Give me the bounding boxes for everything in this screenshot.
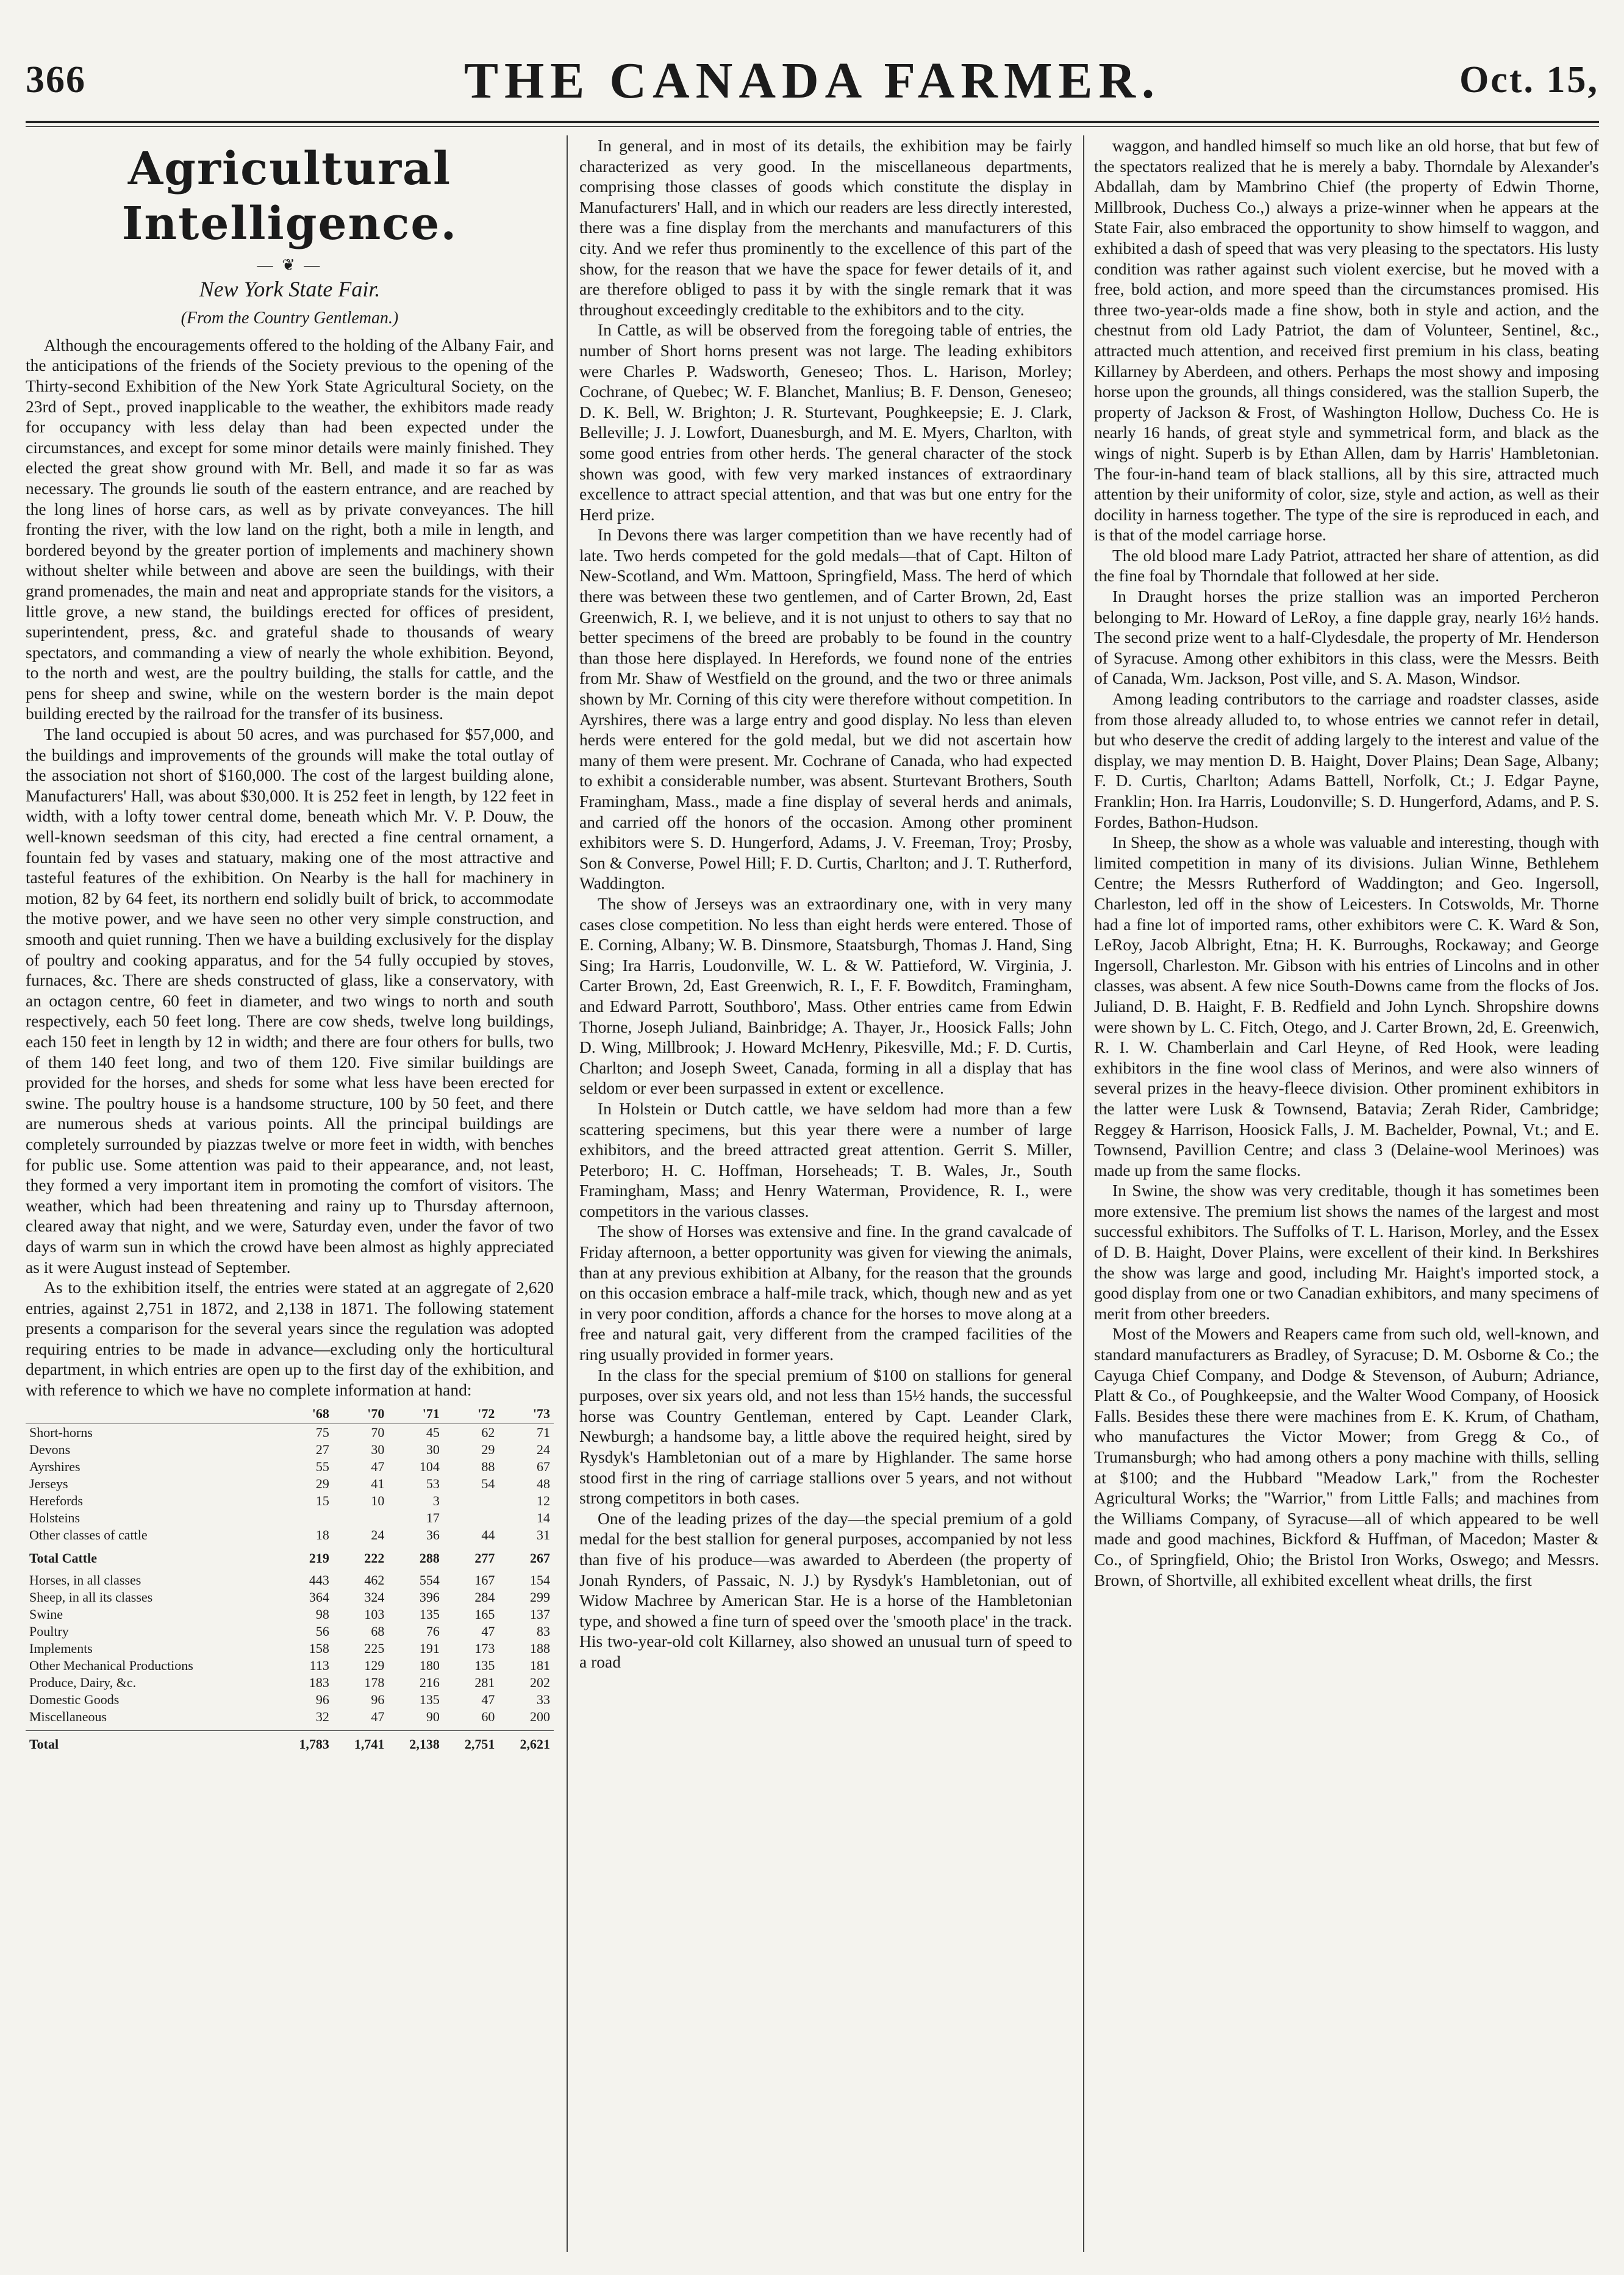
table-header-cell: '68 bbox=[277, 1404, 333, 1424]
table-cell: 70 bbox=[371, 1424, 385, 1440]
row-label: Poultry bbox=[29, 1623, 69, 1639]
table-row bbox=[26, 1623, 554, 1640]
table-cell: 188 bbox=[530, 1640, 550, 1656]
table-cell: 396 bbox=[419, 1589, 440, 1605]
table-row bbox=[26, 1424, 554, 1441]
entries-table bbox=[26, 1404, 554, 1753]
table-cell: 14 bbox=[537, 1510, 550, 1525]
row-label: Other classes of cattle bbox=[29, 1527, 148, 1542]
table-cell: 178 bbox=[364, 1674, 385, 1690]
table-spacer bbox=[26, 1567, 554, 1572]
column-1-body bbox=[26, 335, 554, 1400]
table-cell: 36 bbox=[426, 1527, 440, 1542]
table-cell: 47 bbox=[481, 1623, 495, 1639]
table-cell: 55 bbox=[315, 1458, 329, 1474]
table-cell bbox=[443, 1510, 499, 1527]
table-cell: 90 bbox=[426, 1708, 440, 1724]
table-cell: 191 bbox=[419, 1640, 440, 1656]
table-cell: 462 bbox=[364, 1572, 385, 1588]
paragraph: In Draught horses the prize stallion was an imported Percheron belonging to Mr. Howard of LeRoy, a fine dapple gray, nearly 16½ hands. The second prize went to a half-Clydesdale, the property of Mr. Henderson of Syracuse. Among other exhibitors in this class, were the Messrs. Beith of Canada, Wm. Jackson, Post ville, and S. A. Mason, Windsor. bbox=[1094, 587, 1599, 688]
table-header-cell: '71 bbox=[388, 1404, 443, 1424]
table-cell: 67 bbox=[537, 1458, 550, 1474]
table-cell: 31 bbox=[537, 1527, 550, 1542]
table-cell: 24 bbox=[537, 1441, 550, 1457]
table-cell: 30 bbox=[371, 1441, 385, 1457]
table-cell: 44 bbox=[481, 1527, 495, 1542]
table-row bbox=[26, 1492, 554, 1510]
table-cell: 103 bbox=[364, 1606, 385, 1622]
row-label: Jerseys bbox=[29, 1475, 68, 1491]
table-body bbox=[26, 1424, 554, 1753]
row-label: Total Cattle bbox=[29, 1550, 98, 1566]
issue-date: Oct. 15, bbox=[1459, 59, 1599, 101]
table-cell: 98 bbox=[315, 1606, 329, 1622]
masthead-rule bbox=[26, 121, 1599, 123]
table-cell: 60 bbox=[481, 1708, 495, 1724]
table-cell: 1,783 bbox=[277, 1730, 333, 1753]
table-header-cell bbox=[26, 1404, 277, 1424]
table-cell: 62 bbox=[481, 1424, 495, 1440]
table-cell: 75 bbox=[315, 1424, 329, 1440]
table-cell: 324 bbox=[364, 1589, 385, 1605]
paragraph: In Holstein or Dutch cattle, we have seldom had more than a few scattering specimens, but this year there were a number of large exhibitors, and the breed attracted great attention. Gerrit S. Miller, Peterboro; H. C. Hoffman, Horseheads; T. B. Wales, Jr., South Framingham, Mass; and Henry Waterman, Providence, R. I., were competitors in the various classes. bbox=[579, 1098, 1072, 1220]
table-cell: 54 bbox=[481, 1475, 495, 1491]
paragraph: In the class for the special premium of $100 on stallions for general purposes, over six years old, and not less than 15½ hands, the successful horse was Country Gentleman, entered by Capt. Leander Clark, Newburgh; a handsome bay, a little above the required height, sired by Rysdyk's Hambletonian out of a mare by Highlander. The same horse stood first in the ring of carriage stallions over 5 years, and not without strong competitors in both cases. bbox=[579, 1365, 1072, 1508]
row-label: Ayrshires bbox=[29, 1458, 80, 1474]
table-cell: 2,621 bbox=[498, 1730, 554, 1753]
section-title: Agricultural Intelligence. bbox=[121, 143, 458, 250]
table-row bbox=[26, 1589, 554, 1606]
table-cell: 68 bbox=[371, 1623, 385, 1639]
table-cell bbox=[443, 1492, 499, 1510]
row-label: Produce, Dairy, &c. bbox=[29, 1674, 137, 1690]
table-cell: 222 bbox=[364, 1550, 385, 1566]
table-cell: 113 bbox=[309, 1657, 329, 1673]
table-cell: 96 bbox=[371, 1691, 385, 1707]
table-cell: 17 bbox=[426, 1510, 440, 1525]
column-3 bbox=[1094, 135, 1599, 2252]
table-header-cell: '73 bbox=[498, 1404, 554, 1424]
table-row bbox=[26, 1730, 554, 1753]
table-header-cell: '72 bbox=[443, 1404, 499, 1424]
table-cell: 554 bbox=[419, 1572, 440, 1588]
table-row bbox=[26, 1510, 554, 1527]
paragraph: Among leading contributors to the carriage and roadster classes, aside from those already alluded to, to whose entries we cannot refer in detail, but who deserve the credit of adding largely to the interest and value of the display, we may mention D. B. Haight, Dover Plains; Dean Sage, Albany; F. D. Curtis, Charlton; Adams Battell, Norfolk, Ct.; J. Edgar Payne, Franklin; Hon. Ira Harris, Loudonville; S. D. Hungerford, Adams, and P. S. Fordes, Bathon-Hudson. bbox=[1094, 689, 1599, 831]
table-cell: 88 bbox=[481, 1458, 495, 1474]
table-cell: 216 bbox=[419, 1674, 440, 1690]
table-cell: 165 bbox=[474, 1606, 495, 1622]
table-cell: 33 bbox=[537, 1691, 550, 1707]
row-label: Devons bbox=[29, 1441, 71, 1457]
table-row bbox=[26, 1674, 554, 1691]
table-cell: 129 bbox=[364, 1657, 385, 1673]
table-cell: 29 bbox=[315, 1475, 329, 1491]
table-cell: 47 bbox=[371, 1458, 385, 1474]
paragraph: The show of Horses was extensive and fine. In the grand cavalcade of Friday afternoon, a better opportunity was given for viewing the animals, than at any previous exhibition at Albany, for the reason that the grounds on this occasion embrace a half-mile track, which, though new and as yet in very poor condition, affords a chance for the horses to move along at a free and natural gait, very different from the cramped facilities of the ring usually provided in former years. bbox=[579, 1222, 1072, 1364]
table-row bbox=[26, 1527, 554, 1544]
column-2 bbox=[579, 135, 1072, 2252]
table-cell: 299 bbox=[530, 1589, 550, 1605]
paragraph: One of the leading prizes of the day—the special premium of a gold medal for the best stallion for general purposes, accompanied by not less than five of his produce—was awarded to Aberdeen (the property of Jonah Rynders, of Passaic, N. J.) by Rysdyk's Hambletonian, out of Widow Machree by American Star. He is a horse of the Hambletonian type, and showed a fine turn of speed over the 'smooth place' in the track. His two-year-old colt Killarney, also showed an unusual turn of speed to a road bbox=[579, 1508, 1072, 1671]
row-label: Short-horns bbox=[29, 1424, 93, 1440]
table-cell: 1,741 bbox=[333, 1730, 388, 1753]
table-cell: 2,138 bbox=[388, 1730, 443, 1753]
table-cell: 137 bbox=[530, 1606, 550, 1622]
table-cell: 167 bbox=[474, 1572, 495, 1588]
paragraph: In Swine, the show was very creditable, though it has sometimes been more extensive. The premium list shows the names of the largest and most successful exhibitors. The Suffolks of T. L. Harison, Morley, and the Essex of D. B. Haight, Dover Plains, were excellent of their kind. In Berkshires the show was large and good, including Mr. Haight's imported stock, a good display from one or two Canadian exhibitors, and many specimens of merit from other breeders. bbox=[1094, 1181, 1599, 1323]
table-cell: 41 bbox=[371, 1475, 385, 1491]
table-cell: 48 bbox=[537, 1475, 550, 1491]
paragraph: waggon, and handled himself so much like an old horse, that but few of the spectators realized that he is merely a baby. Thorndale by Alexander's Abdallah, dam by Mambrino Chief (the property of Edwin Thorne, Millbrook, Duchess Co.,) always a prize-winner when he appears at the State Fair, also embraced the opportunity to show himself to waggon, and exhibited a dash of speed that was very pleasing to the spectators. His lusty condition was rather against such violent exercise, but he moved with a free, bold action, and more speed than the circumstances promised. His three two-year-olds made a fine show, both in style and action, and the chestnut from old Lady Patriot, the dam of Volunteer, Sentinel, &c., attracted much attention, and received first premium in his class, beating Killarney by Aberdeen, and others. Perhaps the most showy and imposing horse upon the grounds, all things considered, was the stallion Superb, the property of Jackson & Frost, of Washington Hollow, Duchess Co. He is nearly 16 hands, of great style and symmetrical form, and black as the wings of night. Superb is by Ethan Allen, dam by Harris' Hambletonian. The four-in-hand team of black stallions, all by this sire, attracted much attention by their uniformity of color, size, style and action, as well as their docility in harness together. The type of the sire is reproduced in each, and is that of the model carriage horse. bbox=[1094, 136, 1599, 545]
table-cell: 47 bbox=[371, 1708, 385, 1724]
table-cell: 158 bbox=[309, 1640, 329, 1656]
paragraph: In Cattle, as will be observed from the foregoing table of entries, the number of Short horns present was not large. The leading exhibitors were Charles P. Wadsworth, Geneseo; Thos. L. Harison, Morley; Cochrane, of Quebec; W. F. Blanchet, Manlius; B. F. Denson, Geneseo; D. K. Bell, W. Brighton; J. R. Sturtevant, Poughkeepsie; E. J. Clark, Belleville; J. J. Lowfort, Duanesburgh, and M. E. Myers, Charlton, with some good entries from other herds. The general character of the stock shown was good, with few very marked instances of extraordinary excellence to attract special attention, and that was but one entry for the Herd prize. bbox=[579, 320, 1072, 524]
table-cell: 30 bbox=[426, 1441, 440, 1457]
row-label: Swine bbox=[29, 1606, 63, 1622]
paragraph: Although the encouragements offered to the holding of the Albany Fair, and the anticipations of the friends of the Society previous to the opening of the Thirty-second Exhibition of the New York State Agricultural Society, on the 23rd of Sept., proved inapplicable to the weather, the exhibitors made ready for occupancy with less delay than had been expected under the circumstances, and except for some minor details were mainly finished. They elected the great show ground with Mr. Bell, and made it so far as was necessary. The grounds lie south of the eastern entrance, and are reached by the long lines of horse cars, as well as by private conveyances. The hill fronting the river, with the low land on the right, both a mile in length, and bordered beyond by the greater portion of implements and machinery shown without shelter while between and above are seen the buildings, with their grand promenades, the main and neat and appropriate stands for the visitors, a little grove, a new stand, the buildings erected for offices of president, superintendent, press, &c. and grateful shade to thousands of weary spectators, and commanding a view of nearly the whole exhibition. Beyond, to the north and west, are the poultry building, the stalls for cattle, and the pens for sheep and swine, while on the western border is the main depot building erected by the railroad for the transfer of its business. bbox=[26, 335, 554, 723]
paragraph: In general, and in most of its details, the exhibition may be fairly characterized as very good. In the miscellaneous departments, comprising those classes of goods which constitute the display in Manufacturers' Hall, and in which our readers are less directly interested, there was a fine display from the merchants and manufacturers of this city. And we refer thus prominently to the excellence of this part of the show, for the reason that we have the space for fewer details of it, and are therefore obliged to pass it by with the single remark that it was throughout exceedingly creditable to the exhibitors and to the city. bbox=[579, 136, 1072, 319]
table-row bbox=[26, 1572, 554, 1589]
table-cell: 76 bbox=[426, 1623, 440, 1639]
row-label: Holsteins bbox=[29, 1510, 80, 1525]
column-3-body bbox=[1094, 135, 1599, 1590]
table-row bbox=[26, 1691, 554, 1708]
table-row bbox=[26, 1441, 554, 1458]
table-cell: 181 bbox=[530, 1657, 550, 1673]
table-cell: 32 bbox=[315, 1708, 329, 1724]
table-cell: 288 bbox=[419, 1550, 440, 1566]
column-1 bbox=[26, 135, 554, 2252]
table-cell: 200 bbox=[530, 1708, 550, 1724]
table-header-row bbox=[26, 1404, 554, 1424]
paragraph: As to the exhibition itself, the entries were stated at an aggregate of 2,620 entries, against 2,751 in 1872, and 2,138 in 1871. The following statement presents a comparison for the several years since the regulation was adopted requiring entries to be made in advance—excluding only the horticultural department, in which entries are open up to the first day of the exhibition, and with reference to which we have no complete information at hand: bbox=[26, 1278, 554, 1400]
row-label: Total bbox=[26, 1730, 277, 1753]
table-cell: 96 bbox=[315, 1691, 329, 1707]
table-row bbox=[26, 1606, 554, 1623]
table-cell: 225 bbox=[364, 1640, 385, 1656]
table-cell: 53 bbox=[426, 1475, 440, 1491]
table-cell: 202 bbox=[530, 1674, 550, 1690]
row-label: Sheep, in all its classes bbox=[29, 1589, 153, 1605]
paragraph: Most of the Mowers and Reapers came from such old, well-known, and standard manufacturers as Bradley, of Syracuse; D. M. Osborne & Co.; the Cayuga Chief Company, and Dodge & Stevenson, of Auburn; Adriance, Platt & Co., of Poughkeepsie, and the Walter Wood Company, of Hoosick Falls. Besides these there were machines from E. K. Krum, of Chatham, who manufactures the Victor Mower; from Gregg & Co., of Trumansburgh; who had among others a pony machine with thills, selling at $100; and the Hubbard "Meadow Lark," from the Rochester Agricultural Works; the "Warrior," from Little Falls; and machines from the Williams Company, of Syracuse—all of which appeared to be well made and good machines, Bickford & Huffman, of Macedon; Master & Co., of Springfield, Ohio; the Bristol Iron Works, Oswego; and Messrs. Brown, of Shortville, all exhibited excellent wheat drills, the first bbox=[1094, 1324, 1599, 1589]
row-label: Domestic Goods bbox=[29, 1691, 120, 1707]
table-row bbox=[26, 1458, 554, 1475]
table-cell: 12 bbox=[537, 1492, 550, 1508]
table-cell bbox=[333, 1510, 388, 1527]
table-header-cell: '70 bbox=[333, 1404, 388, 1424]
column-divider bbox=[1083, 135, 1084, 2252]
table-cell: 135 bbox=[419, 1606, 440, 1622]
table-cell: 45 bbox=[426, 1424, 440, 1440]
masthead bbox=[26, 43, 1599, 116]
table-row bbox=[26, 1544, 554, 1567]
table-spacer bbox=[26, 1725, 554, 1731]
table-cell: 47 bbox=[481, 1691, 495, 1707]
row-label: Horses, in all classes bbox=[29, 1572, 141, 1588]
ornament-divider: — ❦ — bbox=[257, 256, 323, 274]
table-cell: 135 bbox=[419, 1691, 440, 1707]
table-cell: 219 bbox=[309, 1550, 329, 1566]
table-cell: 135 bbox=[474, 1657, 495, 1673]
row-label: Herefords bbox=[29, 1492, 83, 1508]
table-cell: 364 bbox=[309, 1589, 329, 1605]
table-cell: 281 bbox=[474, 1674, 495, 1690]
table-cell bbox=[277, 1510, 333, 1527]
newspaper-title: THE CANADA FARMER. bbox=[463, 52, 1161, 109]
row-label: Other Mechanical Productions bbox=[29, 1657, 193, 1673]
table-cell: 18 bbox=[315, 1527, 329, 1542]
table-cell: 277 bbox=[474, 1550, 495, 1566]
table-cell: 104 bbox=[419, 1458, 440, 1474]
table-cell: 29 bbox=[481, 1441, 495, 1457]
table-row bbox=[26, 1475, 554, 1492]
table-cell: 3 bbox=[432, 1492, 440, 1508]
paragraph: In Devons there was larger competition than we have recently had of late. Two herds competed for the gold medals—that of Capt. Hilton of New-Scotland, and Wm. Mattoon, Springfield, Mass. The herd of which there was between these two gentlemen, and of Carter Brown, 2d, East Greenwich, R. I, we believe, and it is not unjust to others to say that no better specimens of the breed are probably to be found in the country than those here displayed. In Herefords, we found none of the entries from Mr. Shaw of Westfield on the ground, and the two or three animals shown by Mr. Corning of this city were therefore without competition. In Ayrshires, there was a large entry and good display. No less than eleven herds were entered for the gold medal, but we did not ascertain how many of them were present. Mr. Cochrane of Canada, who had expected to exhibit a considerable number, was absent. Sturtevant Brothers, South Framingham, Mass., made a fine display of several herds and animals, and carried off the honors of the occasion. Among other prominent exhibitors were S. D. Hungerford, Adams, J. V. Freeman, Troy; Prosby, Son & Converse, Powel Hill; F. D. Curtis, Charlton; and J. T. Rutherford, Waddington. bbox=[579, 525, 1072, 893]
table-cell: 183 bbox=[309, 1674, 329, 1690]
table-cell: 154 bbox=[530, 1572, 550, 1588]
table-cell: 10 bbox=[371, 1492, 385, 1508]
page-number: 366 bbox=[26, 59, 86, 101]
table-cell: 24 bbox=[371, 1527, 385, 1542]
table-cell: 180 bbox=[419, 1657, 440, 1673]
masthead-rule-thin bbox=[26, 126, 1599, 127]
table-cell: 27 bbox=[315, 1441, 329, 1457]
table-cell: 173 bbox=[474, 1640, 495, 1656]
table-cell: 284 bbox=[474, 1589, 495, 1605]
column-divider bbox=[567, 135, 568, 2252]
article-source: (From the Country Gentleman.) bbox=[181, 309, 399, 328]
paragraph: In Sheep, the show as a whole was valuable and interesting, though with limited competition in many of its divisions. Julian Winne, Bethlehem Centre; the Messrs Rutherford of Waddington; and Geo. Ingersoll, Charleston, led off in the show of Leicesters. In Cotswolds, Mr. Thorne had a fine lot of imported rams, other exhibitors were C. K. Ward & Son, LeRoy, Jacob Albright, Etna; H. K. Burroughs, Rockaway; and George Ingersoll, Charleston. Mr. Gibson with his entries of Lincolns and in other classes, was absent. A few nice South-Downs came from the flocks of Jos. Juliand, D. B. Haight, F. B. Redfield and John Lynch. Shropshire downs were shown by L. C. Fitch, Otego, and J. Carter Brown, 2d, E. Greenwich, R. I. W. Chamberlain and Carl Heyne, of Red Hook, were leading exhibitors in the fine wool class of Merinos, and were also winners of several prizes in the heavy-fleece division. Other prominent exhibitors in the latter were Lusk & Townsend, Batavia; Zerah Rider, Cambridge; Reggey & Harrison, Hoosick Falls, J. M. Bachelder, Pownal, Vt.; and E. Townsend, Pavillion Centre; and class 3 (Delaine-wool Merinoes) was made up from the same flocks. bbox=[1094, 833, 1599, 1180]
table-row bbox=[26, 1708, 554, 1725]
paragraph: The old blood mare Lady Patriot, attracted her share of attention, as did the fine foal by Thorndale that followed at her side. bbox=[1094, 545, 1599, 586]
table-cell: 15 bbox=[315, 1492, 329, 1508]
table-cell: 56 bbox=[315, 1623, 329, 1639]
paragraph: The land occupied is about 50 acres, and was purchased for $57,000, and the buildings and improvements of the grounds will make the total outlay of the association not short of $160,000. The cost of the largest building alone, Manufacturers' Hall, was about $30,000. It is 252 feet in length, by 122 feet in width, with a lofty tower central dome, beneath which Mr. V. P. Douw, the well-known seedsman of this city, had erected a fine central ornament, a fountain fed by vases and statuary, making one of the most attractive and tasteful features of the exhibition. On Nearby is the hall for machinery in motion, 82 by 64 feet, its northern end solidly built of brick, to accommodate the motive power, and we have seen no other very simple construction, and smooth and quiet running. Then we have a building exclusively for the display of poultry and cooking apparatus, and for the 54 fully occupied by stoves, furnaces, &c. There are sheds constructed of glass, like a conservatory, with an octagon centre, 60 feet in diameter, and two wings to north and south respectively, each 50 feet long. There are cow sheds, twelve long buildings, each 150 feet in length by 12 in width; and there are four others for bulls, two of them 140 feet long, and two of them 120. Five similar buildings are provided for the horses, and sheds for some what less have been erected for swine. The poultry house is a handsome structure, 100 by 50 feet, and there are numerous sheds at various points. All the principal buildings are completely surrounded by piazzas twelve or more feet in width, with benches for public use. Some attention was paid to their appearance, and, not least, they formed a very important item in promoting the comfort of visitors. The weather, which had been threatening and rainy up to Thursday afternoon, cleared away that night, and we were, Saturday even, under the favor of two days of warm sun in which the crowd have been almost as highly appreciated as it were August instead of September. bbox=[26, 725, 554, 1277]
table-cell: 83 bbox=[537, 1623, 550, 1639]
row-label: Miscellaneous bbox=[29, 1708, 107, 1724]
paragraph: The show of Jerseys was an extraordinary one, with in very many cases close competition. No less than eight herds were entered. Those of E. Corning, Albany; W. B. Dinsmore, Staatsburgh, Thomas J. Hand, Sing Sing; Ira Harris, Loudonville, W. L. & W. Pattieford, W. Virginia, J. Carter Brown, 2d, East Greenwich, R. I., F. F. Bowditch, Framingham, and Edward Parrott, Southboro', Mass. Other entries came from Edwin Thorne, Joseph Juliand, Bainbridge; A. Thayer, Jr., Hoosick Falls; John D. Wing, Millbrook; J. Howard McHenry, Pikesville, Md.; F. D. Curtis, Charlton; and Joseph Sweet, Canada, forming in all a display that has seldom or ever been surpassed in extent or excellence. bbox=[579, 894, 1072, 1098]
table-cell: 71 bbox=[537, 1424, 550, 1440]
article-subtitle: New York State Fair. bbox=[199, 276, 381, 301]
table-row bbox=[26, 1640, 554, 1657]
table-cell: 443 bbox=[309, 1572, 329, 1588]
table-row bbox=[26, 1657, 554, 1674]
row-label: Implements bbox=[29, 1640, 93, 1656]
table-cell: 267 bbox=[530, 1550, 550, 1566]
column-2-body bbox=[579, 135, 1072, 1672]
table-cell: 2,751 bbox=[443, 1730, 499, 1753]
